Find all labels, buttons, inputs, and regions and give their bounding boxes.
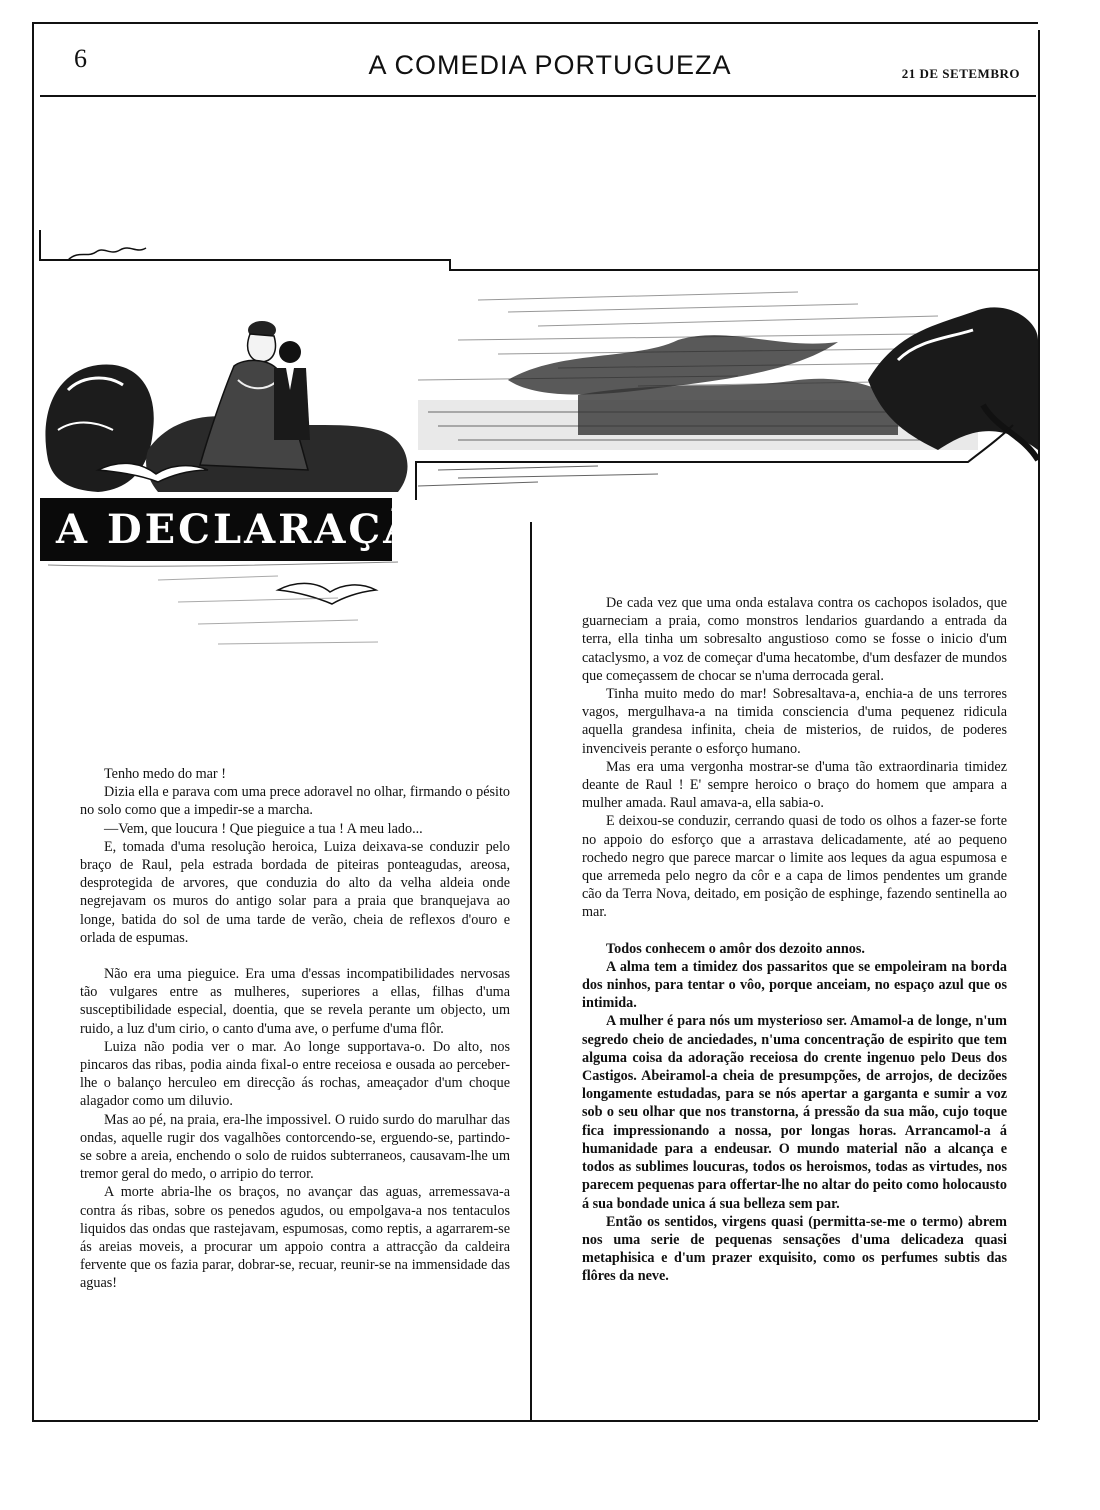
paragraph: Todos conhecem o amôr dos dezoito annos. [606,940,865,957]
paragraph-gap [582,922,1007,940]
paragraph: Tinha muito medo do mar! Sobresaltava-a, enchia-a de uns terrores vagos, mergulhava-a na timida consciencia d'uma pequenez ridicula aquella grandesa infinita, cheia de misterios, de ruidos, de poderes invenciveis perante o esforço humano. [582,686,1007,757]
masthead-title: A COMEDIA PORTUGUEZA [368,50,732,80]
paragraph: —Vem, que loucura ! Que pieguice a tua ! A meu lado... [104,820,423,837]
paragraph: Tenho medo do mar ! [104,766,226,782]
paragraph: Dizia ella e parava com uma prece adoravel no olhar, firmando o pésito no solo como que a impedir-se a marcha. [80,784,510,819]
paragraph: A alma tem a timidez dos passaritos que se empoleiram na borda dos ninhos, para tentar o vôo, porque anceiam, no espaço azul que os intimida. [582,958,1007,1012]
page-number: 6 [74,44,87,73]
paragraph: A morte abria-lhe os braços, no avançar das aguas, arremessava-a contra ás ribas, sobre os penedos agudos, ou empolgava-a nos tentaculos liquidos das ondas que rastejavam, espumosas, como reptis, a agarrarem-se ás areias moveis, a procurar um appoio contra a attracção da caldeira fervente que os fazia parar, dobrar-se, recuar, reunir-se na immensidade das aguas! [80,1184,510,1292]
issue-date: 21 DE SETEMBRO [901,66,1020,81]
paragraph: Luiza não podia ver o mar. Ao longe supportava-o. Do alto, nos pincaros das ribas, podia ainda fixal-o entre receiosa e ousada ao perceber-lhe o balanço herculeo em direcção ás rochas, ameaçador d'um choque alagador como um diluvio. [80,1038,510,1110]
paragraph: E, tomada d'uma resolução heroica, Luiza deixava-se conduzir pelo braço de Raul, pela estrada bordada de piteiras ponteagudas, areosa, desprotegida de arvores, que conduzia do alto da velha aldeia onde negrejavam os muros do antigo solar para a praia que branquejava ao longe, batida do sol de uma tarde de verão, cheia de reflexos d'ouro e orlada de espumas. [80,838,510,946]
paragraph: Não era uma pieguice. Era uma d'essas incompatibilidades nervosas tão vulgares entre as mulheres, superiores a ellas, filhas d'uma susceptibilidade especial, doentia, que se revela perante um objecto, um ruido, a luz d'um cirio, o canto d'uma ave, o perfume d'uma flôr. [80,966,510,1037]
right-column [582,594,1007,1286]
left-column [80,765,510,1293]
paragraph: De cada vez que uma onda estalava contra os cachopos isolados, que guarneciam a praia, como monstros lendarios guardando a entrada da terra, ella tinha um sobresalto angustioso como se fosse o inicio d'um cataclysmo, a voz de começar d'uma hecatombe, d'um desfazer de mundos que começassem de chocar se n'uma derrocada geral. [582,595,1007,684]
paragraph: Então os sentidos, virgens quasi (permitta-se-me o termo) abrem nos uma serie de pequenas sensações d'uma delicadeza quasi metaphisica e d'um prazer exquisito, como os perfumes subtis das flôres da neve. [582,1213,1007,1285]
bottom-border-rule [32,1420,1038,1422]
header-rule [40,95,1036,97]
paragraph-gap [80,947,510,965]
paragraph: E deixou-se conduzir, cerrando quasi de todo os olhos a fazer-se forte no appoio do esforço que a arrastava delicadamente, até ao pequeno rochedo negro que parece marcar o limite aos leques da agua espumosa e que arremeda pelo negro da côr e a capa de limos pendentes um grande cão da Terra Nova, deitado, em posição de esphinge, fazendo sentinella ao mar. [582,813,1007,921]
paragraph: A mulher é para nós um mysterioso ser. Amamol-a de longe, n'um segredo cheio de anciedades, n'uma concentração de espirito que tem alguma coisa da adoração receiosa do crente ingenuo pelo Deus dos Castigos. Abeiramol-a cheia de presumpções, de arrojos, de decizões longamente estudadas, para se nós apertar a garganta e sumir a voz sob o seu olhar que nos transtorna, á pressão da sua mão, cujo toque fica impressionando a nossa, por longas horas. Arrancamol-a á humanidade para a endeusar. O mundo material não a alcança e todos as sublimes loucuras, todos os heroismos, todas as virtudes, nos parecem pequenas para offertar-lhe no altar do peito como holocausto á sua bondade unica á sua belleza sem par. [582,1013,1007,1212]
article-title: A DECLARAÇÃO [56,506,456,553]
right-border-rule [1038,30,1040,1420]
paragraph: Mas era uma vergonha mostrar-se d'uma tão extraordinaria timidez deante de Raul ! E' sempre heroico o braço do homem que ampara a mulher amada. Raul amava-a, ella sabia-o. [582,758,1007,812]
paragraph: Mas ao pé, na praia, era-lhe impossivel. O ruido surdo do marulhar das ondas, aquelle rugir dos vagalhões contorcendo-se, erguendo-se, partindo-se sobre a areia, enchendo o solo de ruidos subterraneos, causavam-lhe um tremor geral do medo, o arripio do terror. [80,1111,510,1183]
column-divider [530,522,532,1420]
